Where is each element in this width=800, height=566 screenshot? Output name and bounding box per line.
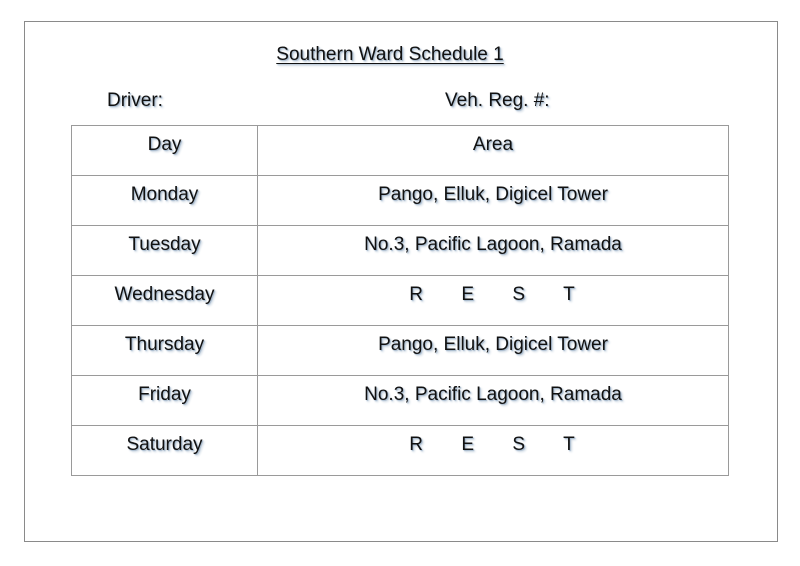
header-day xyxy=(72,126,258,176)
driver-label: Driver: xyxy=(107,90,163,111)
schedule-table xyxy=(71,125,729,476)
table-row xyxy=(72,176,729,226)
day-label: Tuesday xyxy=(128,234,201,255)
area-cell xyxy=(258,176,729,226)
area-cell xyxy=(258,426,729,476)
day-label: Wednesday xyxy=(114,284,215,305)
area-label: R E S T xyxy=(409,434,577,455)
day-cell xyxy=(72,326,258,376)
header-area xyxy=(258,126,729,176)
table-row xyxy=(72,226,729,276)
table-row xyxy=(72,276,729,326)
area-label: Pango, Elluk, Digicel Tower xyxy=(378,184,608,205)
day-label: Saturday xyxy=(126,434,203,455)
area-label: No.3, Pacific Lagoon, Ramada xyxy=(364,234,622,255)
area-cell xyxy=(258,326,729,376)
table-row xyxy=(72,426,729,476)
vehicle-registration-label: Veh. Reg. #: xyxy=(445,90,550,111)
day-label: Thursday xyxy=(124,334,205,355)
table-row xyxy=(72,326,729,376)
day-cell xyxy=(72,176,258,226)
day-label: Monday xyxy=(130,184,199,205)
header-day-label: Day xyxy=(147,134,182,155)
area-label: R E S T xyxy=(409,284,577,305)
table-header-row xyxy=(72,126,729,176)
day-cell xyxy=(72,426,258,476)
day-label: Friday xyxy=(138,384,191,405)
day-cell xyxy=(72,376,258,426)
area-label: Pango, Elluk, Digicel Tower xyxy=(378,334,608,355)
area-cell xyxy=(258,276,729,326)
header-area-label: Area xyxy=(472,134,514,155)
area-cell xyxy=(258,376,729,426)
table-row xyxy=(72,376,729,426)
document-title: Southern Ward Schedule 1 xyxy=(276,44,504,65)
day-cell xyxy=(72,276,258,326)
day-cell xyxy=(72,226,258,276)
area-cell xyxy=(258,226,729,276)
area-label: No.3, Pacific Lagoon, Ramada xyxy=(364,384,622,405)
